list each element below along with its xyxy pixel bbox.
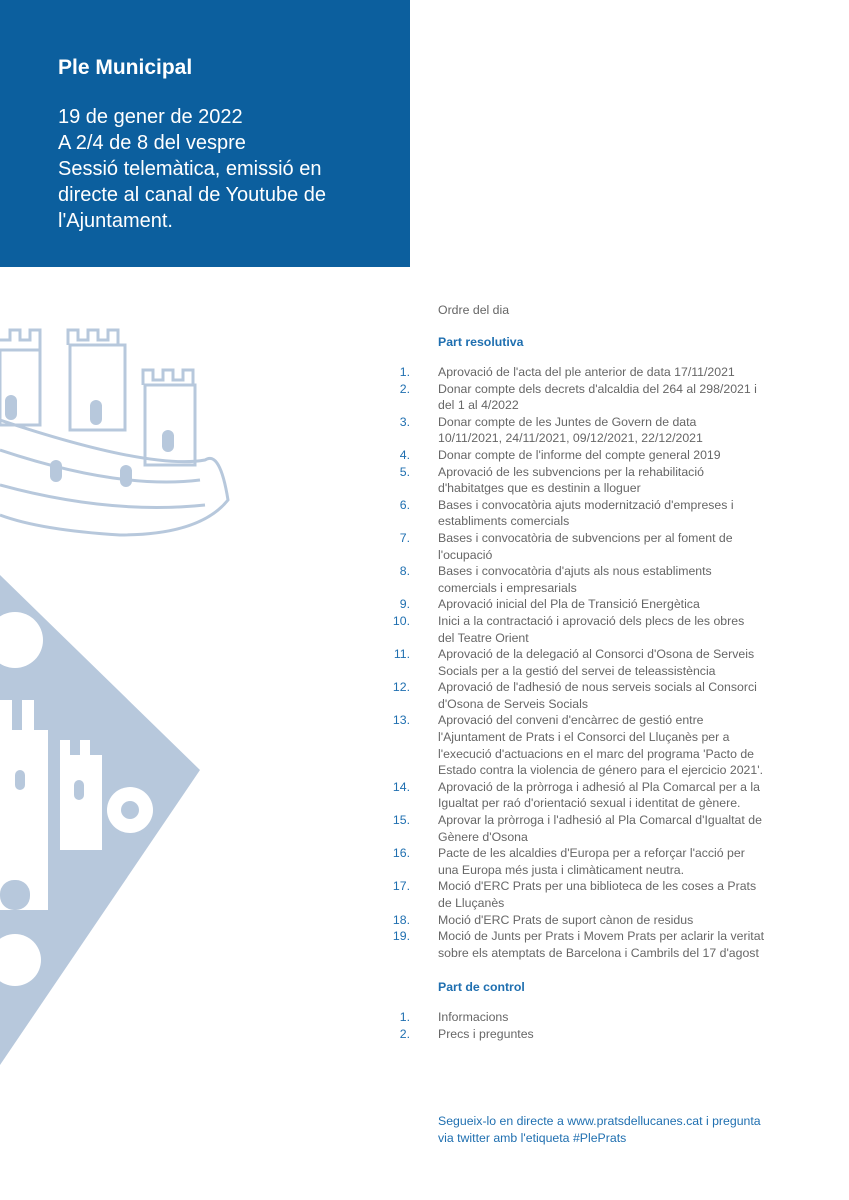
agenda-item-line: Aprovació de la pròrroga i adhesió al Pla Comarcal per a la (438, 779, 760, 794)
agenda-item (380, 912, 800, 929)
agenda-item-number: 6. (399, 497, 410, 512)
agenda-item-line: Estado contra la violencia de género para el ejercicio 2021'. (438, 763, 764, 778)
resolutiva-list (380, 364, 800, 961)
agenda-item-number: 9. (399, 597, 410, 612)
agenda-item-line: Bases i convocatòria de subvencions per al foment de (438, 530, 733, 545)
agenda-item-number: 19. (392, 929, 410, 944)
agenda-item-line: l'execució d'actuacions en el marc del programa 'Pacto de (438, 746, 755, 761)
header-banner (0, 0, 410, 267)
agenda-item-number: 11. (393, 647, 410, 662)
agenda-item (380, 1009, 800, 1026)
agenda-item-line: l'Ajuntament de Prats i el Consorci del Lluçanès per a (438, 730, 730, 745)
agenda-item (380, 712, 800, 778)
agenda-item-line: Donar compte dels decrets d'alcaldia del 264 al 298/2021 i (438, 381, 757, 396)
agenda-item-text (438, 447, 790, 464)
agenda-item-number: 4. (399, 447, 410, 462)
agenda-item (380, 613, 800, 646)
agenda-item-text (438, 812, 790, 845)
agenda-item-line: Socials per a la gestió del servei de teleassistència (438, 663, 716, 678)
agenda-item-line: Igualtat per raó d'orientació sexual i identitat de gènere. (438, 796, 741, 811)
agenda-item-line: Gènere d'Osona (438, 829, 528, 844)
agenda-item-line: una Europa més justa i climàticament neutra. (438, 862, 685, 877)
agenda-item-number: 16. (392, 846, 410, 861)
agenda-item-number: 5. (399, 464, 410, 479)
agenda-item-text (438, 1009, 790, 1026)
agenda-item (380, 779, 800, 812)
agenda-item-text (438, 845, 790, 878)
footer-line: Segueix-lo en directe a www.pratsdellucanes.cat i pregunta (438, 1114, 761, 1128)
agenda-item-text (438, 1026, 790, 1043)
agenda-item (380, 563, 800, 596)
agenda-item-text (438, 381, 790, 414)
agenda-item-line: del Teatre Orient (438, 630, 529, 645)
agenda-item-line: Donar compte de l'informe del compte general 2019 (438, 447, 721, 462)
agenda-item (380, 1026, 800, 1043)
header-title: Ple Municipal (58, 56, 193, 79)
agenda (380, 298, 800, 1043)
header-time: A 2/4 de 8 del vespre (58, 132, 246, 154)
agenda-item-line: Moció d'ERC Prats per una biblioteca de les coses a Prats (438, 879, 757, 894)
agenda-item (380, 812, 800, 845)
agenda-item-line: Moció de Junts per Prats i Movem Prats per aclarir la veritat (438, 929, 764, 944)
agenda-item-line: Aprovació inicial del Pla de Transició Energètica (438, 597, 700, 612)
header-session-1: Sessió telemàtica, emissió en (58, 158, 322, 180)
agenda-item-line: Inici a la contractació i aprovació dels plecs de les obres (438, 613, 745, 628)
agenda-item-number: 2. (399, 1026, 410, 1041)
mural-crown-icon (0, 330, 228, 535)
control-list (380, 1009, 800, 1042)
section-title-resolutiva: Part resolutiva (438, 335, 524, 349)
agenda-item-line: Aprovar la pròrroga i l'adhesió al Pla Comarcal d'Igualtat de (438, 813, 762, 828)
agenda-item-number: 10. (392, 613, 410, 628)
agenda-item-line: Moció d'ERC Prats de suport cànon de residus (438, 912, 694, 927)
agenda-item-line: Informacions (438, 1010, 509, 1025)
footer-line: via twitter amb l'etiqueta #PlePrats (438, 1131, 627, 1145)
agenda-item-text (438, 928, 790, 961)
coat-of-arms-illustration (0, 300, 420, 1100)
agenda-item (380, 364, 800, 381)
agenda-item-line: l'ocupació (438, 547, 493, 562)
agenda-item-number: 1. (399, 365, 410, 379)
agenda-item-number: 1. (399, 1010, 410, 1025)
agenda-item-number: 13. (392, 713, 410, 728)
agenda-item (380, 414, 800, 447)
agenda-item-text (438, 613, 790, 646)
agenda-item (380, 596, 800, 613)
agenda-item-text (438, 912, 790, 929)
agenda-item-line: de Lluçanès (438, 896, 505, 910)
agenda-item-number: 14. (392, 779, 410, 794)
agenda-item-number: 2. (399, 381, 410, 396)
agenda-item-text (438, 464, 790, 497)
agenda-item-line: Aprovació de les subvencions per la rehabilitació (438, 464, 704, 479)
agenda-item-number: 7. (399, 530, 410, 545)
agenda-item-line: Aprovació de l'acta del ple anterior de data 17/11/2021 (438, 365, 735, 379)
agenda-item-number: 12. (392, 680, 410, 695)
agenda-item-text (438, 679, 790, 712)
header-session-3: l'Ajuntament. (58, 210, 173, 232)
agenda-item (380, 447, 800, 464)
agenda-item-number: 8. (399, 564, 410, 579)
agenda-item-text (438, 712, 790, 778)
agenda-item-text (438, 364, 790, 381)
agenda-item-line: Pacte de les alcaldies d'Europa per a reforçar l'acció per (438, 846, 745, 861)
agenda-item (380, 845, 800, 878)
agenda-item-text (438, 596, 790, 613)
agenda-item-line: d'Osona de Serveis Socials (438, 696, 588, 711)
agenda-title: Ordre del dia (438, 303, 510, 317)
agenda-item-line: Bases i convocatòria ajuts modernització d'empreses i (438, 497, 734, 512)
agenda-item-number: 15. (392, 813, 410, 828)
agenda-item-line: Bases i convocatòria d'ajuts als nous establiments (438, 564, 712, 579)
agenda-item (380, 381, 800, 414)
agenda-item (380, 679, 800, 712)
agenda-item-line: 10/11/2021, 24/11/2021, 09/12/2021, 22/12/2021 (438, 431, 703, 446)
agenda-item-line: Aprovació de la delegació al Consorci d'Osona de Serveis (438, 647, 755, 662)
footer-note (438, 1113, 818, 1147)
agenda-item (380, 464, 800, 497)
agenda-item (380, 646, 800, 679)
agenda-item (380, 928, 800, 961)
agenda-item-number: 18. (392, 912, 410, 927)
agenda-item-text (438, 878, 790, 911)
agenda-item-text (438, 779, 790, 812)
header-date: 19 de gener de 2022 (58, 106, 243, 128)
agenda-item-line: comercials i empresarials (438, 580, 577, 595)
agenda-item-line: Donar compte de les Juntes de Govern de data (438, 414, 697, 429)
agenda-item (380, 497, 800, 530)
agenda-item-text (438, 497, 790, 530)
agenda-item-line: sobre els atemptats de Barcelona i Cambrils del 17 d'agost (438, 945, 759, 960)
rose-icon (100, 780, 160, 840)
agenda-item-line: Precs i preguntes (438, 1026, 534, 1041)
agenda-item (380, 530, 800, 563)
header-session-2: directe al canal de Youtube de (58, 184, 326, 206)
agenda-item (380, 878, 800, 911)
agenda-item-number: 3. (399, 414, 410, 429)
agenda-item-text (438, 646, 790, 679)
agenda-item-text (438, 530, 790, 563)
section-title-control: Part de control (438, 980, 525, 995)
agenda-item-text (438, 414, 790, 447)
agenda-item-text (438, 563, 790, 596)
agenda-item-line: Aprovació de l'adhesió de nous serveis socials al Consorci (438, 680, 757, 695)
agenda-item-number: 17. (392, 879, 410, 894)
agenda-item-line: establiments comercials (438, 514, 570, 529)
agenda-item-line: del 1 al 4/2022 (438, 398, 519, 413)
agenda-item-line: d'habitatges que es destinin a lloguer (438, 481, 641, 496)
agenda-item-line: Aprovació del conveni d'encàrrec de gestió entre (438, 713, 704, 728)
